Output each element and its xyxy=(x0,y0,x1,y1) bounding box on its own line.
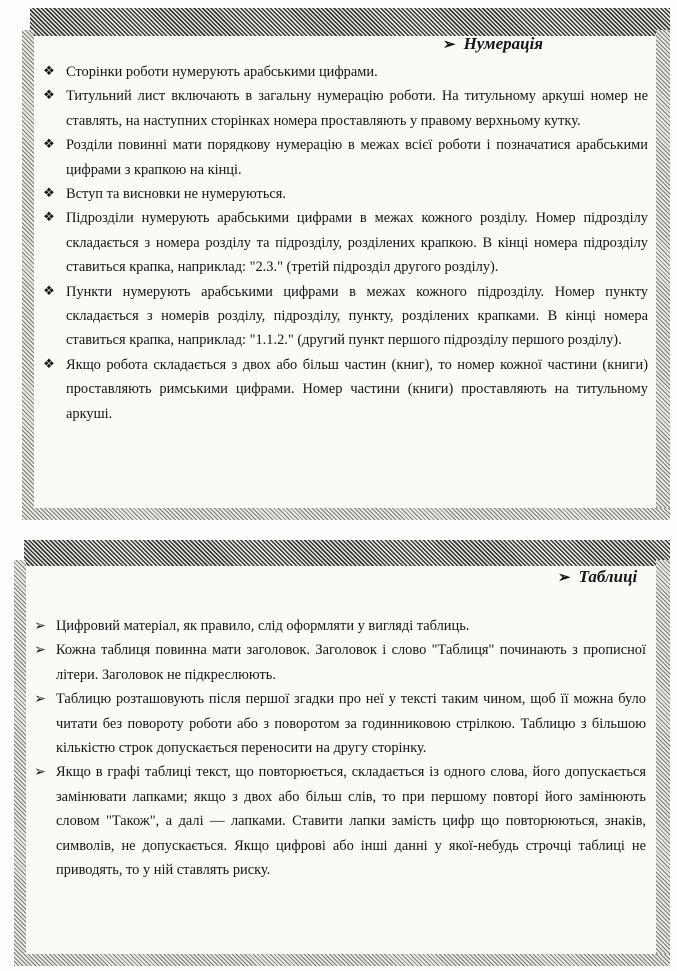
list-item: ❖ Якщо робота складається з двох або більш частин (книг), то номер кожної частини (книги) проставляють римськими цифрами. Номер частини (книги) проставляють на титульному аркуші. xyxy=(36,353,648,426)
arrowhead-icon: ➢ xyxy=(558,569,571,586)
section2-right-border xyxy=(656,560,670,966)
list-item: ❖ Сторінки роботи нумерують арабськими цифрами. xyxy=(36,60,648,84)
section1-top-border xyxy=(30,8,670,36)
four-diamond-icon: ❖ xyxy=(43,88,55,104)
arrowhead-icon: ➢ xyxy=(34,642,46,659)
list-item: ❖ Пункти нумерують арабськими цифрами в межах кожного підрозділу. Номер пункту складається з номерів розділу, підрозділу, пункту, розділених крапками. В кінці номера ставиться крапка, наприклад: "1.1.2." (другий пункт першого підрозділу першого розділу). xyxy=(36,280,648,353)
four-diamond-icon: ❖ xyxy=(43,64,55,79)
section2-list xyxy=(28,614,646,882)
section1-heading xyxy=(443,34,543,54)
four-diamond-icon: ❖ xyxy=(43,210,55,226)
list-item: ➢ Якщо в графі таблиці текст, що повторюється, складається із одного слова, його допускається замінювати лапками; якщо з двох або більш слів, то при першому повторі його замінюють словом "Також", а далі — лапками. Ставити лапки замість цифр що повторюються, знаків, символів, не допускається. Якщо цифрові або інші данні у якої-небудь строчці таблиці не приводять, то у ній ставлять риску. xyxy=(28,760,646,882)
arrowhead-icon: ➢ xyxy=(34,691,46,708)
list-item: ➢ Цифровий матеріал, як правило, слід оформляти у вигляді таблиць. xyxy=(28,614,646,638)
arrowhead-icon: ➢ xyxy=(34,764,46,781)
list-item: ➢ Кожна таблиця повинна мати заголовок. Заголовок і слово "Таблиця" починають з прописної літери. Заголовок не підкреслюють. xyxy=(28,638,646,687)
section2-heading-text: Таблиці xyxy=(578,567,638,586)
section1-right-border xyxy=(656,30,670,520)
section2-top-border xyxy=(24,540,670,566)
section1-left-border xyxy=(22,30,34,520)
section1-bottom-border xyxy=(22,508,670,520)
four-diamond-icon: ❖ xyxy=(43,283,55,299)
list-item: ❖ Підрозділи нумерують арабськими цифрами в межах кожного розділу. Номер підрозділу складається з номера розділу та підрозділу, розділених крапкою. В кінці номера підрозділу ставиться крапка, наприклад: "2.3." (третій підрозділ другого розділу). xyxy=(36,206,648,279)
four-diamond-icon: ❖ xyxy=(43,137,55,153)
list-item: ❖ Розділи повинні мати порядкову нумерацію в межах всієї роботи і позначатися арабськими цифрами з крапкою на кінці. xyxy=(36,133,648,182)
arrowhead-icon: ➢ xyxy=(34,618,46,634)
four-diamond-icon: ❖ xyxy=(43,186,55,202)
arrowhead-icon: ➢ xyxy=(443,36,456,53)
list-item: ❖ Вступ та висновки не нумеруються. xyxy=(36,182,648,206)
section2-left-border xyxy=(14,560,26,966)
section1-heading-text: Нумерація xyxy=(463,34,544,53)
section1-list xyxy=(36,60,648,426)
section2-bottom-border xyxy=(14,954,670,966)
list-item: ➢ Таблицю розташовують після першої згадки про неї у тексті таким чином, щоб її можна було читати без повороту роботи або з поворотом за годинниковою стрілкою. Таблицю з більшою кількістю строк допускається переносити на другу сторінку. xyxy=(28,687,646,760)
section2-heading xyxy=(558,567,637,587)
four-diamond-icon: ❖ xyxy=(43,356,55,372)
list-item: ❖ Титульний лист включають в загальну нумерацію роботи. На титульному аркуші номер не ставлять, на наступних сторінках номера проставляють у правому верхньому кутку. xyxy=(36,84,648,133)
